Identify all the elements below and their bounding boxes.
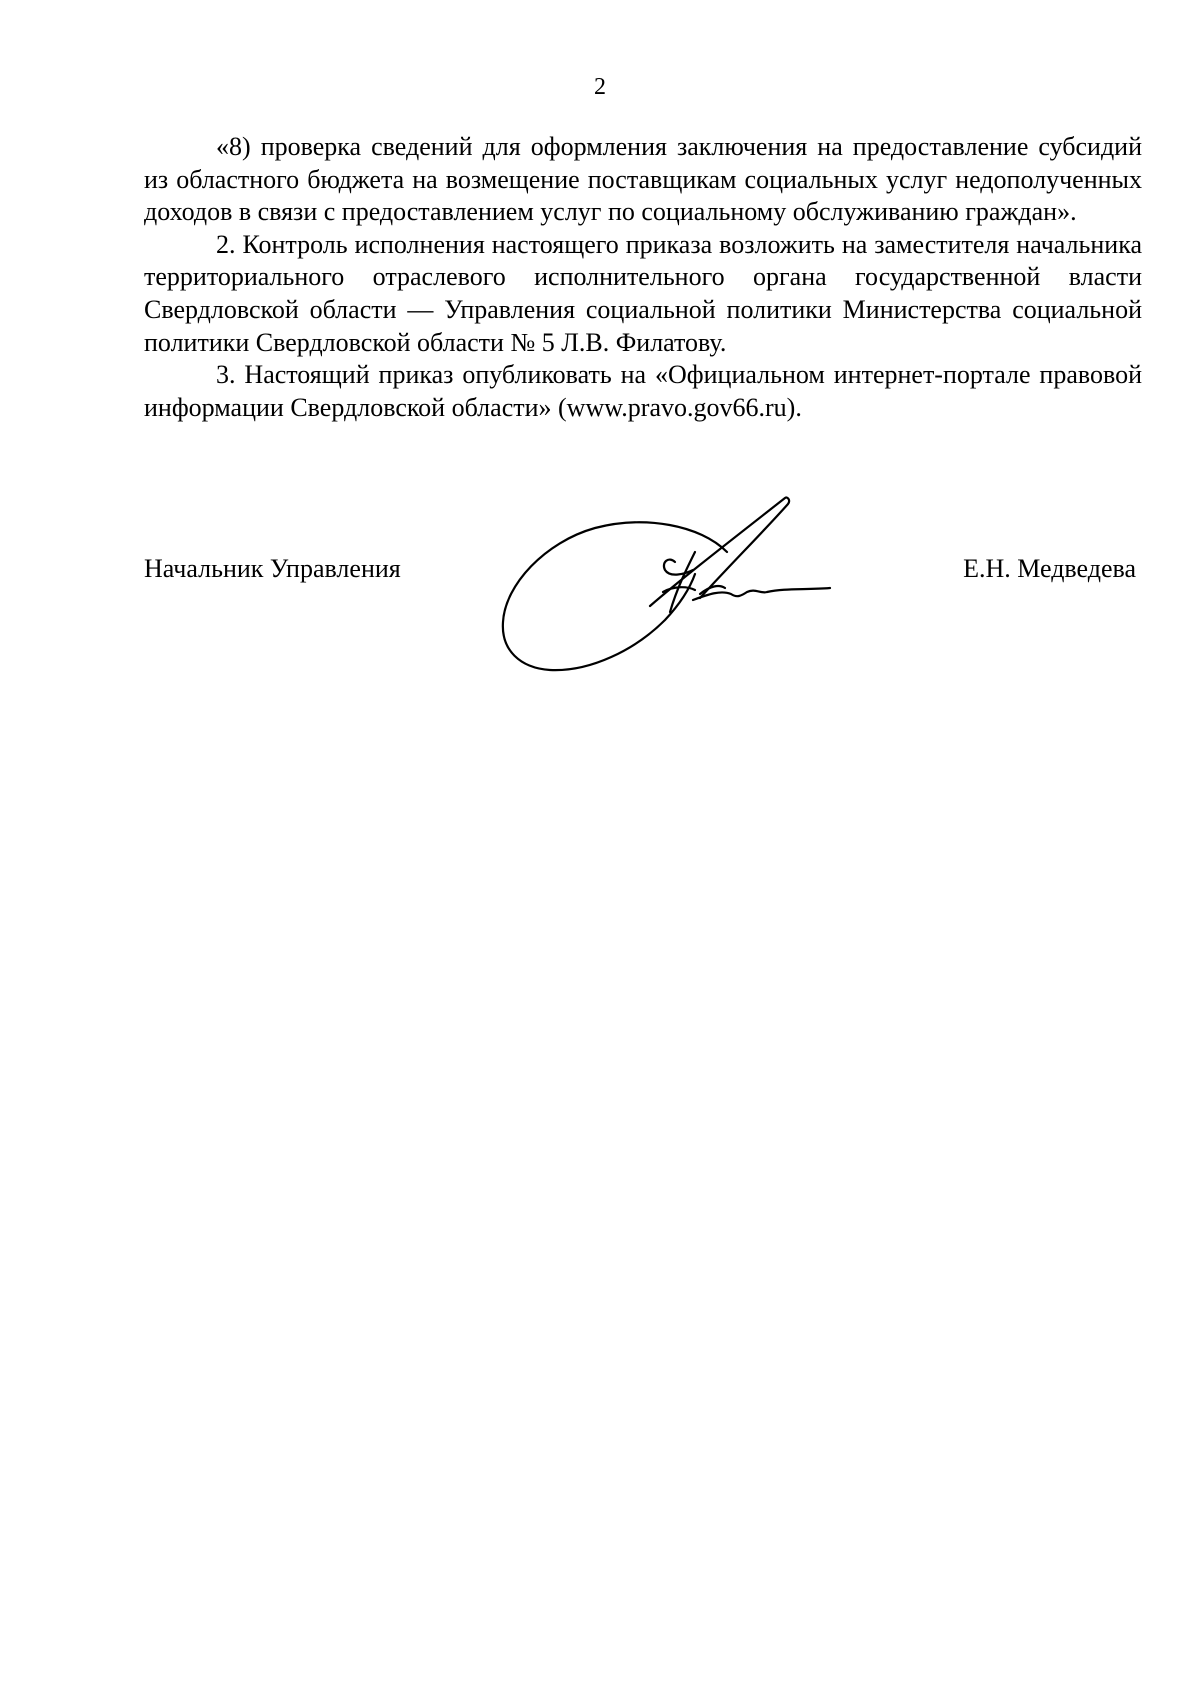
handwritten-signature [495,490,840,680]
paragraph-publication: 3. Настоящий приказ опубликовать на «Официальном интернет-портале правовой информации Свердловской области» (www.pravo.gov66.ru). [144,360,1142,422]
paragraph-control: 2. Контроль исполнения настоящего приказа возложить на заместителя начальника территориального отраслевого исполнительного органа государственной власти Свердловской области — Управления социальной политики Министерства социальной политики Свердловской области № 5 Л.В. Филатову. [144,229,1142,357]
page-number: 2 [594,74,606,100]
signer-name: Е.Н. Медведева [963,554,1136,583]
paragraph-item-8: «8) проверка сведений для оформления заключения на предоставление субсидий из областного бюджета на возмещение поставщикам социальных услуг недополученных доходов в связи с предоставлением услуг по социальному обслуживанию граждан». [144,132,1142,227]
signer-position: Начальник Управления [144,554,401,583]
document-body [144,131,1142,424]
